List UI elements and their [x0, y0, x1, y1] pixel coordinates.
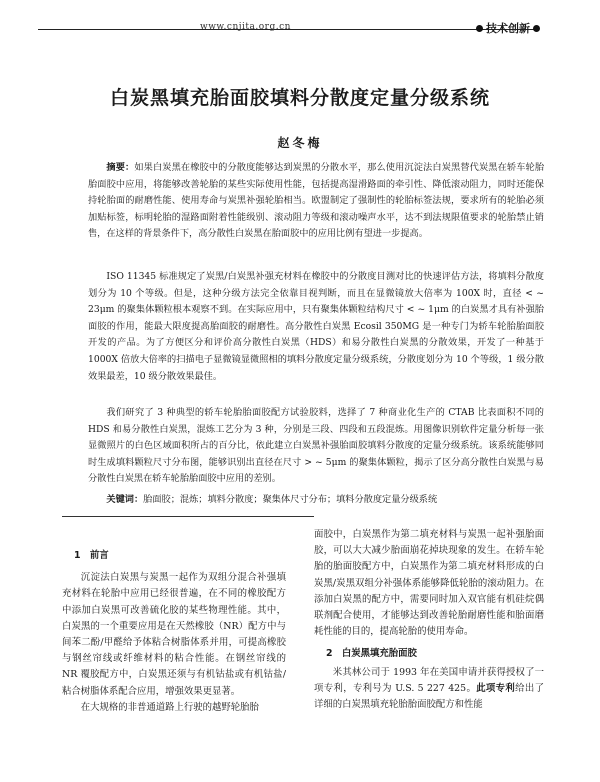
body-paragraph — [314, 665, 544, 714]
abstract — [88, 160, 544, 243]
paragraph-rest: 给出了详细的白炭黑填充轮胎胎面胶配方和性能 — [314, 682, 544, 711]
keywords-text: 胎面胶；混炼；填料分散度；聚集体尺寸分布；填料分散度定量分级系统 — [143, 494, 438, 505]
summary-paragraph-2: 我们研究了 3 种典型的轿车轮胎胎面胶配方试验胶料，选择了 7 种商业化生产的 CTAB 比表面积不同的 HDS 和易分散性白炭黑，混炼工艺分为 3 种，分别是三段、四段和五段混炼。用图像识别软件定量分析每一张显微照片的白色区域面积所占的百分比，依此建立白炭黑补强胎面胶填料分散度的定量分级系统。该系统能够同时生成填料颗粒尺寸分布图，能够识别出直径在尺寸 > ~ 5μm 的聚集体颗粒，揭示了区分高分散性白炭黑与易分散性白炭黑在轿车轮胎胎面胶中应用的差别。 — [88, 407, 544, 485]
summary-paragraph-1: ISO 11345 标准规定了炭黑/白炭黑补强充材料在橡胶中的分散度目测对比的快速评估方法，将填料分散度划分为 10 个等级。但是，这种分级方法完全依靠目视判断，而且在显微镜放大倍率为 100X 时，直径 < ~ 23μm 的聚集体颗粒根本观察不到。在实际应用中，只有聚集体颗粒结构尺寸 < ~ 1μm 的白炭黑才具有补强胎面胶的作用，能最大限度提高胎面胶的耐磨性。高分散性白炭黑 Ecosil 350MG 是一种专门为轿车轮胎胎面胶开发的产品。为了方便区分和评价高分散性白炭黑（HDS）和易分散性白炭黑的分散效果，开发了一种基于 1000X 倍放大倍率的扫描电子显微镜显微照相的填料分散度定量分级系统，分散度划分为 10 个等级，1 级分散效果最差，10 级分散效果最佳。 — [88, 271, 544, 382]
article-author: 赵冬梅 — [277, 136, 323, 150]
column-name: 技术创新 — [486, 22, 530, 35]
section-divider — [62, 516, 314, 517]
right-column — [314, 527, 544, 713]
bullet-icon — [533, 25, 540, 32]
journal-url: www.cnjita.org.cn — [200, 22, 291, 32]
page-header — [0, 20, 600, 38]
paragraph-emphasis: 此项专利 — [476, 682, 516, 694]
body-paragraph: 面胶中，白炭黑作为第二填充材料与炭黑一起补强胎面胶，可以大大减少胎面崩花掉块现象的发生。在轿车轮胎的胎面胶配方中，白炭黑作为第二填充材料形成的白炭黑/炭黑双组分补强体系能够降低轮胎的滚动阻力。在添加白炭黑的配方中，需要同时加入双官能有机硅烷偶联剂配合使用，才能够达到改善轮胎耐磨性能和胎面磨耗性能的目的，提高轮胎的使用寿命。 — [314, 529, 544, 638]
left-column — [62, 548, 286, 716]
article-title: 白炭黑填充胎面胶填料分散度定量分级系统 — [109, 87, 490, 109]
abstract-label: 摘要： — [106, 162, 135, 173]
bullet-icon — [476, 25, 483, 32]
body-paragraph: 在大规格的非普通道路上行驶的越野轮胎胎 — [80, 701, 259, 713]
abstract-text: 如果白炭黑在橡胶中的分散度能够达到炭黑的分散水平，那么使用沉淀法白炭黑替代炭黑在轿车轮胎胎面胶中应用，将能够改善轮胎的某些实际使用性能，包括提高湿滑路面的牵引性、降低滚动阻力，同时还能保持轮胎面的耐磨性能、使用寿命与炭黑补强轮胎相当。欧盟制定了强制性的轮胎标签法规，要求所有的轮胎必须加贴标签，标明轮胎的湿路面附着性能级别、滚动阻力等级和滚动噪声水平，达不到法规限值要求的轮胎禁止销售，在这样的背景条件下，高分散性白炭黑在胎面胶中的应用比例有望进一步提高。 — [88, 162, 545, 240]
body-paragraph: 沉淀法白炭黑与炭黑一起作为双组分混合补强填充材料在轮胎中应用已经很普遍，在不同的橡胶配方中添加白炭黑可改善硫化胶的某些物理性能。其中，白炭黑的一个重要应用是在天然橡胶（NR）配方中与间苯二酚/甲醛给予体粘合树脂体系并用，可提高橡胶与钢丝帘线或纤维材料的粘合性能。在钢丝帘线的 NR 覆胶配方中，白炭黑还须与有机钴盐或有机钴盐/粘合树脂体系配合应用，增强效果更显著。 — [62, 572, 286, 697]
section-1-heading: 1 前言 — [74, 550, 109, 561]
section-2-heading: 2 白炭黑填充胎面胶 — [326, 648, 417, 660]
keywords — [88, 492, 544, 508]
column-label — [476, 20, 540, 36]
paragraph-lead: 米其林公司于 1993 年在美国申请并获得授权了一项专利，专利号为 U.S. 5 227 425。 — [314, 666, 544, 694]
keywords-label: 关键词： — [106, 494, 144, 505]
